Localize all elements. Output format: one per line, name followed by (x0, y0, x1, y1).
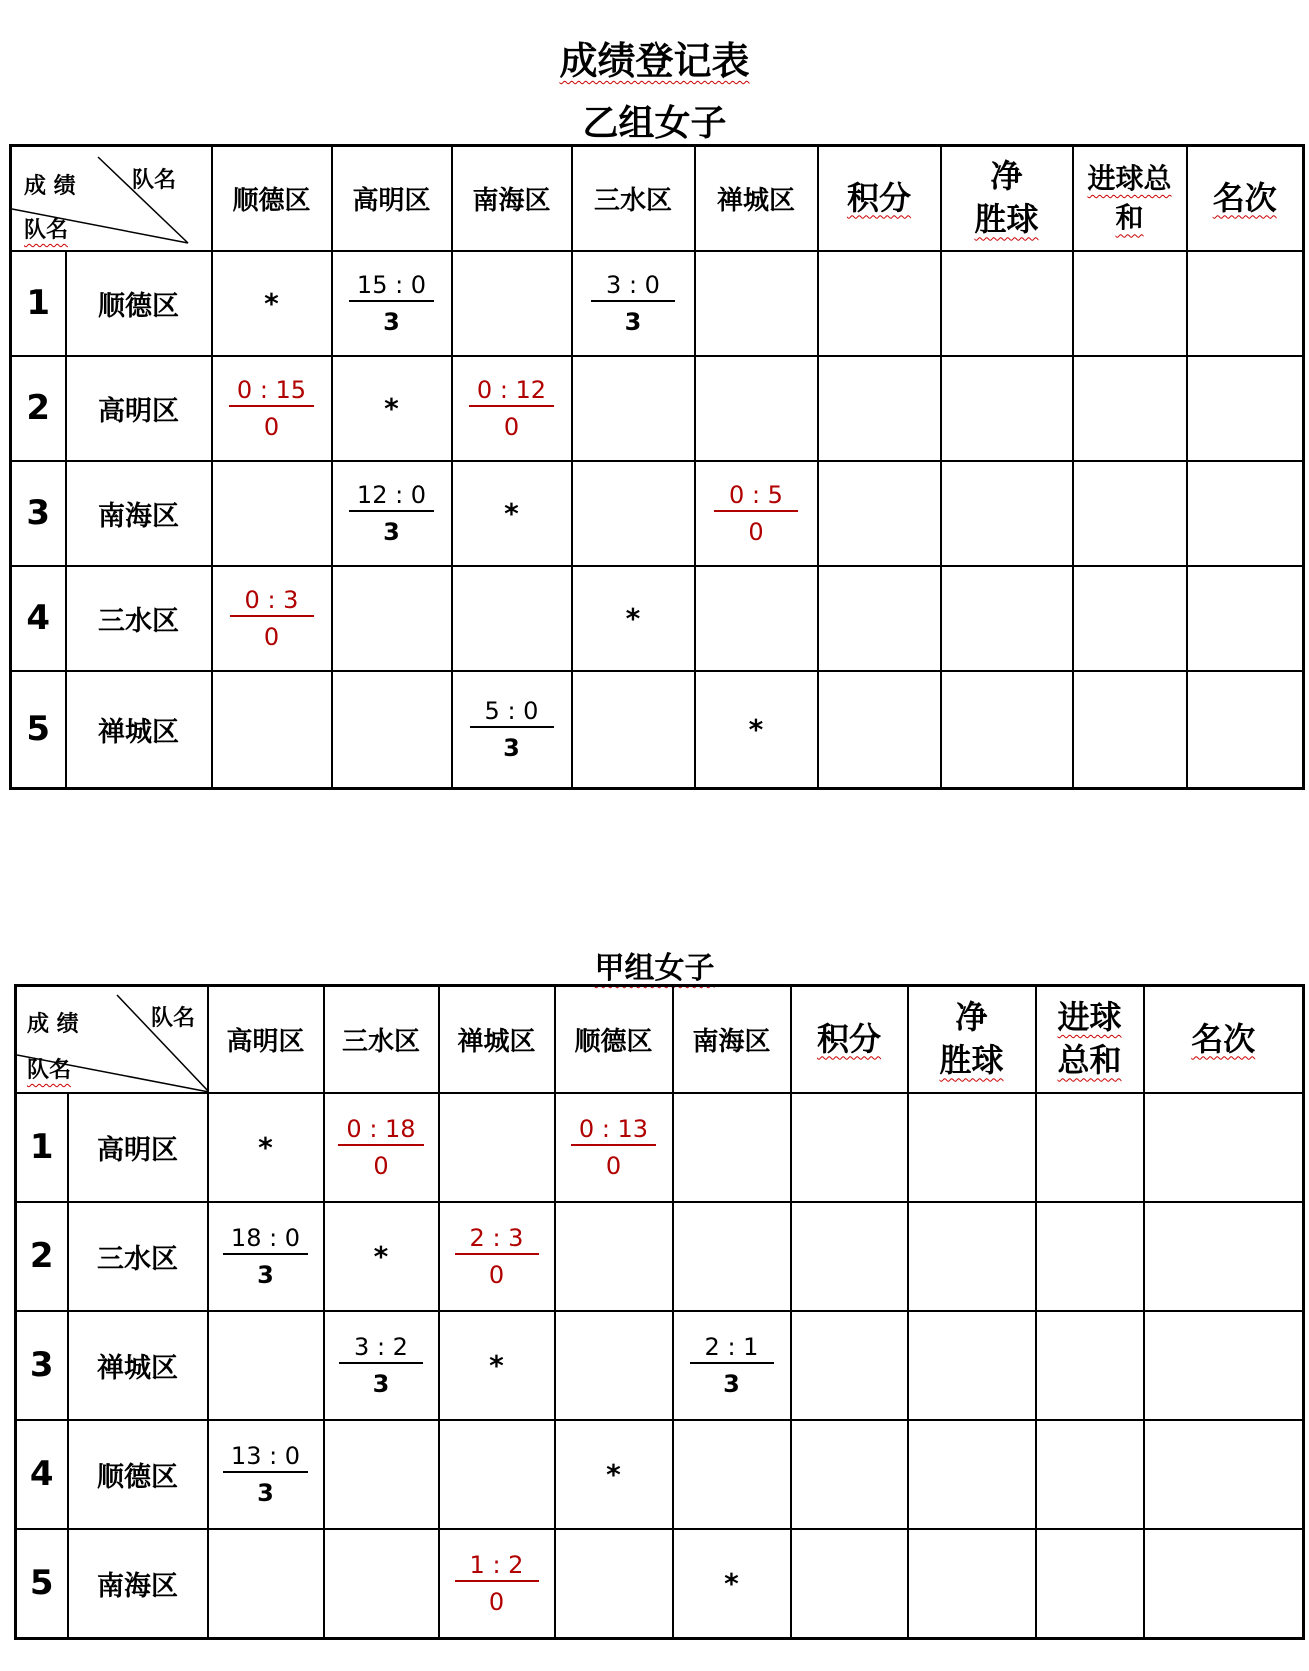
total-goals-cell (1073, 461, 1187, 566)
net-goals-cell (908, 1311, 1036, 1420)
total-goals-cell (1073, 356, 1187, 461)
points-cell (791, 1202, 908, 1311)
match-points: 3 (624, 307, 642, 336)
self-match-cell: * (555, 1420, 673, 1529)
score-block (339, 1333, 423, 1398)
match-result-loss (324, 1093, 439, 1202)
match-points: 3 (372, 1369, 390, 1398)
score-block (690, 1333, 774, 1398)
corner-team-label-top: 队名 (132, 168, 177, 193)
match-score: 0 : 5 (714, 481, 798, 512)
points-cell (818, 461, 941, 566)
row-number: 2 (11, 356, 66, 461)
match-result-loss (555, 1093, 673, 1202)
row-number: 5 (11, 671, 66, 789)
table-row (16, 1202, 1304, 1311)
self-match-cell: * (324, 1202, 439, 1311)
empty-cell (324, 1529, 439, 1639)
self-match-cell: * (452, 461, 572, 566)
empty-cell (572, 356, 695, 461)
table-row (16, 1311, 1304, 1420)
score-block (230, 586, 314, 651)
total-goals-cell (1036, 1420, 1144, 1529)
col-header-total-goals: 进球总 和 (1073, 146, 1187, 251)
empty-cell (572, 461, 695, 566)
net-goals-cell (941, 356, 1073, 461)
rank-cell (1187, 566, 1304, 671)
col-header: 三水区 (324, 986, 439, 1093)
empty-cell (439, 1420, 555, 1529)
net-goals-cell (941, 566, 1073, 671)
score-block (223, 1442, 308, 1507)
empty-cell (572, 671, 695, 789)
row-number: 3 (11, 461, 66, 566)
self-match-cell: * (212, 251, 332, 356)
group-b-corner-cell (11, 146, 212, 251)
empty-cell (555, 1311, 673, 1420)
match-score: 2 : 1 (690, 1333, 774, 1364)
col-header-rank: 名次 (1187, 146, 1304, 251)
match-points: 0 (503, 412, 520, 441)
total-goals-cell (1036, 1529, 1144, 1639)
match-score: 5 : 0 (470, 697, 554, 728)
row-number: 5 (16, 1529, 68, 1639)
match-score: 18 : 0 (223, 1224, 308, 1255)
empty-cell (673, 1420, 791, 1529)
row-team-name: 高明区 (68, 1093, 208, 1202)
col-header: 禅城区 (439, 986, 555, 1093)
empty-cell (208, 1311, 324, 1420)
match-score: 2 : 3 (455, 1224, 539, 1255)
group-a-title: 甲组女子 (594, 951, 715, 986)
match-points: 0 (488, 1587, 505, 1616)
row-team-name: 南海区 (68, 1529, 208, 1639)
match-points: 0 (263, 412, 280, 441)
match-score: 13 : 0 (223, 1442, 308, 1473)
row-team-name: 南海区 (66, 461, 212, 566)
score-block (338, 1115, 423, 1180)
self-match-cell: * (572, 566, 695, 671)
match-score: 0 : 13 (571, 1115, 656, 1146)
table-row (16, 1093, 1304, 1202)
rank-cell (1187, 671, 1304, 789)
row-team-name: 三水区 (68, 1202, 208, 1311)
match-result-loss (695, 461, 818, 566)
group-a-body (16, 1093, 1304, 1639)
match-score: 12 : 0 (349, 481, 434, 512)
match-result-win (208, 1420, 324, 1529)
points-cell (791, 1420, 908, 1529)
net-goals-cell (908, 1202, 1036, 1311)
col-header: 南海区 (673, 986, 791, 1093)
match-points: 0 (373, 1151, 389, 1180)
row-number: 4 (16, 1420, 68, 1529)
net-goals-cell (908, 1529, 1036, 1639)
self-match-cell: * (439, 1311, 555, 1420)
net-goals-cell (941, 461, 1073, 566)
match-score: 3 : 0 (591, 271, 675, 302)
match-points: 3 (383, 307, 400, 336)
corner-team-label-bottom: 队名 (27, 1058, 72, 1083)
self-match-cell: * (695, 671, 818, 789)
corner-score-label: 成 绩 (24, 174, 76, 199)
empty-cell (212, 461, 332, 566)
total-goals-cell (1073, 671, 1187, 789)
score-block (714, 481, 798, 546)
group-a-table (14, 984, 1305, 1640)
col-header: 禅城区 (695, 146, 818, 251)
score-block (229, 376, 314, 441)
match-result-win (452, 671, 572, 789)
col-header: 三水区 (572, 146, 695, 251)
match-score: 0 : 12 (469, 376, 554, 407)
points-cell (818, 566, 941, 671)
rank-cell (1187, 356, 1304, 461)
net-goals-cell (908, 1093, 1036, 1202)
rank-cell (1187, 251, 1304, 356)
col-header-rank: 名次 (1144, 986, 1304, 1093)
match-result-win (332, 251, 452, 356)
total-goals-cell (1073, 251, 1187, 356)
total-goals-cell (1036, 1311, 1144, 1420)
table-row (16, 1420, 1304, 1529)
col-header: 高明区 (332, 146, 452, 251)
score-block (349, 481, 434, 546)
match-points: 0 (488, 1260, 505, 1289)
score-block (349, 271, 434, 336)
match-points: 0 (263, 622, 280, 651)
rank-cell (1144, 1420, 1304, 1529)
match-points: 3 (383, 517, 400, 546)
col-header-net-goals: 净 胜球 (908, 986, 1036, 1093)
total-goals-cell (1036, 1093, 1144, 1202)
score-block (571, 1115, 656, 1180)
row-number: 3 (16, 1311, 68, 1420)
row-team-name: 禅城区 (68, 1311, 208, 1420)
score-block (470, 697, 554, 762)
empty-cell (439, 1093, 555, 1202)
row-team-name: 顺德区 (66, 251, 212, 356)
group-b-title: 乙组女子 (582, 103, 727, 144)
self-match-cell: * (208, 1093, 324, 1202)
match-score: 1 : 2 (455, 1551, 539, 1582)
table-row (11, 566, 1304, 671)
match-points: 3 (503, 733, 520, 762)
net-goals-cell (941, 671, 1073, 789)
col-header: 南海区 (452, 146, 572, 251)
match-result-loss (212, 356, 332, 461)
match-result-win (673, 1311, 791, 1420)
row-number: 1 (16, 1093, 68, 1202)
row-team-name: 顺德区 (68, 1420, 208, 1529)
match-result-loss (439, 1529, 555, 1639)
col-header: 顺德区 (212, 146, 332, 251)
row-number: 2 (16, 1202, 68, 1311)
table-row (11, 671, 1304, 789)
table-row (11, 356, 1304, 461)
match-score: 0 : 3 (230, 586, 314, 617)
col-header-total-goals: 进球 总和 (1036, 986, 1144, 1093)
match-points: 3 (257, 1260, 274, 1289)
self-match-cell: * (332, 356, 452, 461)
match-result-loss (439, 1202, 555, 1311)
col-header-net-goals: 净 胜球 (941, 146, 1073, 251)
col-header: 高明区 (208, 986, 324, 1093)
group-b-header-row (11, 146, 1304, 251)
score-block (469, 376, 554, 441)
rank-cell (1144, 1093, 1304, 1202)
score-block (591, 271, 675, 336)
total-goals-cell (1073, 566, 1187, 671)
net-goals-cell (908, 1420, 1036, 1529)
table-row (11, 461, 1304, 566)
points-cell (818, 251, 941, 356)
group-b-body (11, 251, 1304, 789)
empty-cell (695, 251, 818, 356)
points-cell (791, 1529, 908, 1639)
total-goals-cell (1036, 1202, 1144, 1311)
row-number: 1 (11, 251, 66, 356)
row-team-name: 三水区 (66, 566, 212, 671)
match-score: 0 : 18 (338, 1115, 423, 1146)
match-points: 0 (748, 517, 764, 546)
match-score: 0 : 15 (229, 376, 314, 407)
match-result-loss (212, 566, 332, 671)
match-result-win (208, 1202, 324, 1311)
score-block (455, 1551, 539, 1616)
corner-score-label: 成 绩 (27, 1012, 79, 1037)
empty-cell (212, 671, 332, 789)
points-cell (791, 1311, 908, 1420)
table-row (16, 1529, 1304, 1639)
table-row (11, 251, 1304, 356)
group-a-header-row (16, 986, 1304, 1093)
match-points: 3 (257, 1478, 274, 1507)
corner-team-label-top: 队名 (151, 1006, 196, 1031)
match-result-win (332, 461, 452, 566)
rank-cell (1144, 1311, 1304, 1420)
empty-cell (555, 1202, 673, 1311)
empty-cell (695, 566, 818, 671)
match-result-win (324, 1311, 439, 1420)
match-points: 0 (605, 1151, 622, 1180)
col-header-points: 积分 (791, 986, 908, 1093)
group-b-table (9, 144, 1305, 790)
empty-cell (673, 1093, 791, 1202)
empty-cell (332, 671, 452, 789)
page-title: 成绩登记表 (559, 39, 750, 83)
match-score: 3 : 2 (339, 1333, 423, 1364)
rank-cell (1144, 1202, 1304, 1311)
empty-cell (208, 1529, 324, 1639)
net-goals-cell (941, 251, 1073, 356)
empty-cell (452, 566, 572, 671)
score-block (455, 1224, 539, 1289)
self-match-cell: * (673, 1529, 791, 1639)
rank-cell (1144, 1529, 1304, 1639)
empty-cell (673, 1202, 791, 1311)
col-header-points: 积分 (818, 146, 941, 251)
match-points: 3 (723, 1369, 740, 1398)
match-score: 15 : 0 (349, 271, 434, 302)
row-team-name: 禅城区 (66, 671, 212, 789)
empty-cell (555, 1529, 673, 1639)
points-cell (818, 671, 941, 789)
points-cell (791, 1093, 908, 1202)
empty-cell (324, 1420, 439, 1529)
row-number: 4 (11, 566, 66, 671)
match-result-loss (452, 356, 572, 461)
points-cell (818, 356, 941, 461)
group-a-corner-cell (16, 986, 208, 1093)
empty-cell (332, 566, 452, 671)
empty-cell (695, 356, 818, 461)
empty-cell (452, 251, 572, 356)
col-header: 顺德区 (555, 986, 673, 1093)
corner-team-label-bottom: 队名 (24, 218, 69, 243)
match-result-win (572, 251, 695, 356)
row-team-name: 高明区 (66, 356, 212, 461)
score-block (223, 1224, 308, 1289)
rank-cell (1187, 461, 1304, 566)
